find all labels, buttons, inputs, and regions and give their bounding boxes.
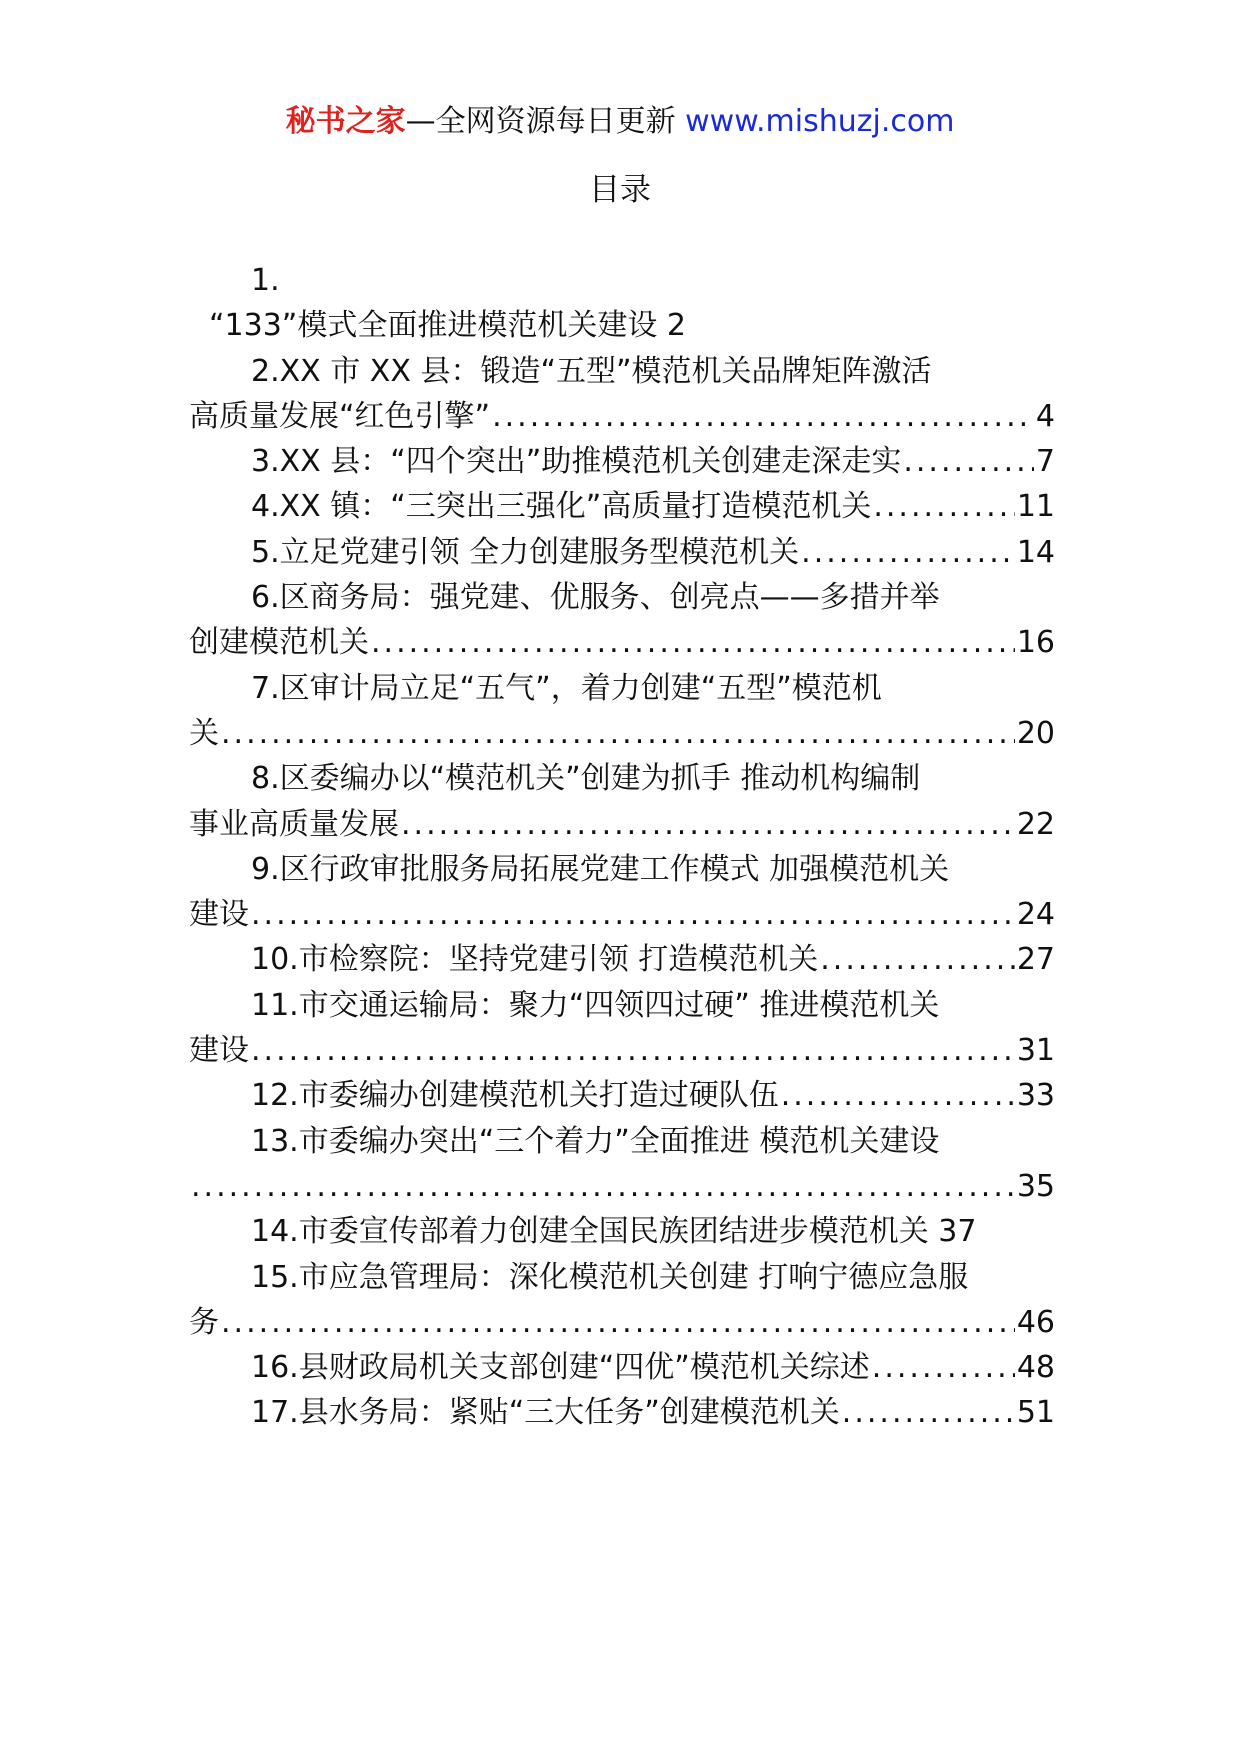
dot-leader [401, 802, 1015, 847]
toc-page-number: 24 [1016, 897, 1055, 933]
toc-page-number: 4 [1035, 398, 1055, 434]
toc-entry-7-line-2[interactable] [189, 711, 1055, 756]
dot-leader [872, 1345, 1015, 1390]
toc-entry-text: 11.市交通运输局：聚力“四领四过硬” 推进模范机关 [251, 987, 940, 1023]
dot-leader [820, 937, 1015, 982]
dot-leader [221, 1300, 1015, 1345]
toc-entry-text: 务 [189, 1304, 219, 1340]
toc-entry-8-line-2[interactable] [189, 802, 1055, 847]
toc-entry-6-line-2[interactable] [189, 620, 1055, 665]
toc-entry-text: 4.XX 镇：“三突出三强化”高质量打造模范机关 [251, 489, 872, 525]
dot-leader [842, 1390, 1015, 1435]
toc-entry-text: 9.区行政审批服务局拓展党建工作模式 加强模范机关 [251, 851, 950, 887]
toc-entry-10[interactable] [189, 937, 1055, 982]
toc-entry-8-line-1[interactable] [189, 756, 1055, 801]
dot-leader [251, 1028, 1015, 1073]
toc-entry-text: 8.区委编办以“模范机关”创建为抓手 推动机构编制 [251, 761, 921, 797]
toc-page-number: 27 [1016, 942, 1055, 978]
toc-entry-1-line-2[interactable] [189, 303, 1055, 348]
toc-entry-15-line-2[interactable] [189, 1300, 1055, 1345]
toc-entry-11-line-1[interactable] [189, 983, 1055, 1028]
toc-entry-text: 16.县财政局机关支部创建“四优”模范机关综述 [251, 1350, 870, 1386]
toc-entry-text: “133”模式全面推进模范机关建设 2 [209, 308, 686, 344]
table-of-contents [189, 258, 1055, 1436]
brand-name: 秘书之家 [285, 104, 406, 139]
toc-entry-12[interactable] [189, 1073, 1055, 1118]
toc-entry-1-line-1[interactable] [189, 258, 1055, 303]
dot-leader [873, 484, 1014, 529]
toc-page-number: 14 [1016, 534, 1055, 570]
toc-entry-17[interactable] [189, 1390, 1055, 1435]
toc-entry-text: 高质量发展“红色引擎” [189, 398, 491, 434]
toc-page-number: 31 [1016, 1033, 1055, 1069]
toc-entry-text: 10.市检察院：坚持党建引领 打造模范机关 [251, 942, 819, 978]
dot-leader [781, 1073, 1015, 1118]
page-title: 目录 [589, 172, 651, 208]
toc-entry-text: 12.市委编办创建模范机关打造过硬队伍 [251, 1078, 779, 1114]
toc-entry-text: 事业高质量发展 [189, 806, 399, 842]
toc-entry-6-line-1[interactable] [189, 575, 1055, 620]
toc-entry-13-line-2[interactable] [189, 1164, 1055, 1209]
toc-entry-text: 15.市应急管理局：深化模范机关创建 打响宁德应急服 [251, 1259, 969, 1295]
toc-entry-text: 3.XX 县：“四个突出”助推模范机关创建走深走实 [251, 444, 902, 480]
dot-leader [221, 711, 1015, 756]
toc-page-number: 35 [1016, 1168, 1055, 1204]
toc-entry-7-line-1[interactable] [189, 666, 1055, 711]
toc-entry-2-line-1[interactable] [189, 349, 1055, 394]
toc-entry-text: 6.区商务局：强党建、优服务、创亮点——多措并举 [251, 580, 940, 616]
toc-entry-text: 14.市委宣传部着力创建全国民族团结进步模范机关 37 [251, 1214, 977, 1250]
toc-page-number: 48 [1016, 1350, 1055, 1386]
site-url-link[interactable]: www.mishuzj.com [685, 104, 955, 139]
toc-page-number: 7 [1035, 444, 1055, 480]
toc-entry-text: 创建模范机关 [189, 625, 369, 661]
dot-leader [191, 1164, 1015, 1209]
toc-entry-text: 2.XX 市 XX 县：锻造“五型”模范机关品牌矩阵激活 [251, 353, 932, 389]
toc-entry-13-line-1[interactable] [189, 1119, 1055, 1164]
toc-page-number: 16 [1016, 625, 1055, 661]
dot-leader [251, 892, 1015, 937]
toc-page-number: 22 [1016, 806, 1055, 842]
toc-page-number: 20 [1016, 715, 1055, 751]
dot-leader [903, 439, 1034, 484]
toc-entry-text: 17.县水务局：紧贴“三大任务”创建模范机关 [251, 1395, 840, 1431]
toc-entry-2-line-2[interactable] [189, 394, 1055, 439]
toc-entry-text: 关 [189, 715, 219, 751]
toc-page-number: 51 [1016, 1395, 1055, 1431]
toc-entry-text: 建设 [189, 897, 249, 933]
toc-entry-16[interactable] [189, 1345, 1055, 1390]
toc-entry-text: 13.市委编办突出“三个着力”全面推进 模范机关建设 [251, 1123, 940, 1159]
toc-entry-9-line-1[interactable] [189, 847, 1055, 892]
toc-page-number: 46 [1016, 1304, 1055, 1340]
toc-entry-11-line-2[interactable] [189, 1028, 1055, 1073]
dot-leader [801, 530, 1015, 575]
toc-entry-3[interactable] [189, 439, 1055, 484]
toc-entry-text: 建设 [189, 1033, 249, 1069]
site-header [0, 102, 1240, 142]
dot-leader [492, 394, 1034, 439]
toc-entry-14[interactable] [189, 1209, 1055, 1254]
toc-entry-15-line-1[interactable] [189, 1255, 1055, 1300]
toc-entry-9-line-2[interactable] [189, 892, 1055, 937]
toc-entry-4[interactable] [189, 484, 1055, 529]
toc-entry-text: 1. [251, 263, 280, 298]
toc-page-number: 11 [1016, 489, 1055, 525]
dot-leader [371, 620, 1015, 665]
header-tagline: —全网资源每日更新 [405, 104, 686, 139]
toc-entry-text: 7.区审计局立足“五气”，着力创建“五型”模范机 [251, 670, 882, 706]
toc-entry-5[interactable] [189, 530, 1055, 575]
toc-entry-text: 5.立足党建引领 全力创建服务型模范机关 [251, 534, 800, 570]
toc-page-number: 33 [1016, 1078, 1055, 1114]
